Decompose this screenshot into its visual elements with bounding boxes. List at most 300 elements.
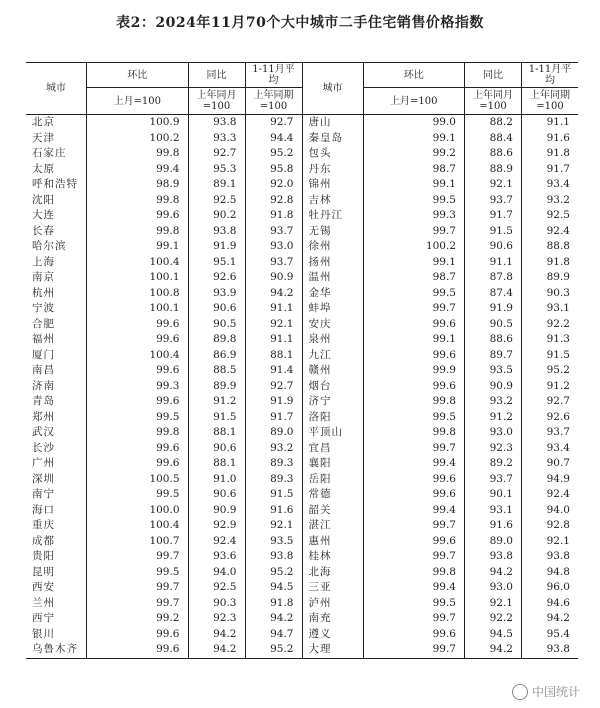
cell-city-right: 无锡 xyxy=(302,224,363,240)
cell-mom-right: 99.6 xyxy=(363,348,465,364)
cell-yoy-left: 88.5 xyxy=(188,363,245,379)
cell-mom-right: 99.0 xyxy=(363,115,465,131)
avg-sub-right: 上年同期=100 xyxy=(522,88,579,115)
cell-mom-left: 99.7 xyxy=(87,596,189,612)
cell-yoy-left: 90.3 xyxy=(188,596,245,612)
cell-city-right: 蚌埠 xyxy=(302,301,363,317)
cell-city-left: 南京 xyxy=(26,270,87,286)
cell-mom-left: 100.0 xyxy=(87,503,189,519)
table-row xyxy=(26,146,578,162)
cell-avg-left: 92.1 xyxy=(245,317,302,333)
cell-mom-left: 100.1 xyxy=(87,301,189,317)
cell-mom-right: 99.6 xyxy=(363,534,465,550)
cell-city-left: 济南 xyxy=(26,379,87,395)
cell-city-right: 三亚 xyxy=(302,580,363,596)
cell-mom-right: 99.1 xyxy=(363,255,465,271)
cell-city-left: 宁波 xyxy=(26,301,87,317)
table-row xyxy=(26,270,578,286)
cell-city-right: 常德 xyxy=(302,487,363,503)
cell-avg-left: 93.2 xyxy=(245,441,302,457)
cell-mom-right: 99.7 xyxy=(363,224,465,240)
cell-yoy-right: 90.6 xyxy=(465,239,522,255)
cell-avg-right: 93.1 xyxy=(546,302,570,314)
cell-avg-left: 95.2 xyxy=(245,565,302,581)
table-row xyxy=(26,425,578,441)
cell-yoy-left: 89.8 xyxy=(188,332,245,348)
cell-yoy-left: 93.8 xyxy=(188,115,245,131)
cell-yoy-left: 94.0 xyxy=(188,565,245,581)
cell-yoy-left: 90.6 xyxy=(188,487,245,503)
cell-yoy-right: 93.0 xyxy=(465,425,522,441)
cell-avg-left: 91.5 xyxy=(245,487,302,503)
yoy-header-right: 同比 xyxy=(465,63,522,88)
cell-mom-right: 99.4 xyxy=(363,503,465,519)
cell-yoy-right: 91.1 xyxy=(465,255,522,271)
cell-city-right: 锦州 xyxy=(302,177,363,193)
cell-avg-left: 93.7 xyxy=(245,224,302,240)
cell-yoy-left: 89.9 xyxy=(188,379,245,395)
cell-avg-right: 93.8 xyxy=(522,642,579,658)
cell-avg-right: 92.1 xyxy=(546,534,570,547)
cell-yoy-right: 93.8 xyxy=(465,549,522,565)
cell-city-left: 南昌 xyxy=(26,363,87,379)
cell-yoy-right: 87.8 xyxy=(465,270,522,286)
cell-city-left: 长春 xyxy=(26,224,87,240)
cell-yoy-right: 91.2 xyxy=(465,410,522,426)
cell-mom-right: 99.7 xyxy=(363,518,465,534)
cell-avg-right: 89.9 xyxy=(546,271,570,283)
cell-avg-left: 91.8 xyxy=(245,208,302,224)
cell-yoy-right: 89.0 xyxy=(465,534,522,550)
cell-city-left: 兰州 xyxy=(26,596,87,612)
cell-yoy-right: 92.1 xyxy=(465,596,522,612)
cell-yoy-right: 93.2 xyxy=(465,394,522,410)
cell-avg-left: 91.9 xyxy=(245,394,302,410)
cell-city-left: 大连 xyxy=(26,208,87,224)
cell-avg-right: 93.7 xyxy=(546,426,570,438)
table-row xyxy=(26,549,578,565)
cell-city-left: 郑州 xyxy=(26,410,87,426)
cell-avg-left: 92.0 xyxy=(245,177,302,193)
cell-city-right: 洛阳 xyxy=(302,410,363,426)
cell-avg-left: 92.1 xyxy=(245,518,302,534)
cell-yoy-left: 92.3 xyxy=(188,611,245,627)
cell-city-left: 武汉 xyxy=(26,425,87,441)
cell-yoy-left: 93.8 xyxy=(188,224,245,240)
cell-avg-left: 95.2 xyxy=(245,642,302,658)
cell-city-right: 徐州 xyxy=(302,239,363,255)
cell-avg-left: 91.4 xyxy=(245,363,302,379)
cell-mom-left: 100.4 xyxy=(87,518,189,534)
watermark-text: 中国统计 xyxy=(531,685,580,699)
cell-city-right: 九江 xyxy=(302,348,363,364)
table-row xyxy=(26,456,578,472)
cell-city-right: 大理 xyxy=(302,642,363,658)
city-header-right: 城市 xyxy=(302,63,363,115)
cell-avg-right: 88.8 xyxy=(546,240,570,252)
table-row xyxy=(26,441,578,457)
cell-city-left: 太原 xyxy=(26,162,87,178)
cell-city-right: 烟台 xyxy=(302,379,363,395)
cell-mom-right: 99.1 xyxy=(363,332,465,348)
table-row xyxy=(26,379,578,395)
cell-mom-left: 99.1 xyxy=(87,239,189,255)
cell-avg-right: 91.6 xyxy=(546,131,570,144)
cell-mom-left: 99.6 xyxy=(87,317,189,333)
cell-mom-right: 99.6 xyxy=(363,627,465,643)
cell-city-right: 唐山 xyxy=(302,115,363,131)
cell-yoy-right: 92.2 xyxy=(465,611,522,627)
cell-avg-right: 96.0 xyxy=(546,581,570,593)
cell-city-right: 牡丹江 xyxy=(302,208,363,224)
cell-mom-left: 99.5 xyxy=(87,410,189,426)
cell-yoy-left: 86.9 xyxy=(188,348,245,364)
table-row xyxy=(26,487,578,503)
yoy-header-left: 同比 xyxy=(188,63,245,88)
cell-avg-left: 94.2 xyxy=(245,611,302,627)
cell-mom-right: 99.6 xyxy=(363,317,465,333)
cell-avg-left: 93.7 xyxy=(245,255,302,271)
table-row xyxy=(26,410,578,426)
cell-yoy-left: 90.6 xyxy=(188,301,245,317)
cell-yoy-right: 93.7 xyxy=(465,193,522,209)
table-row xyxy=(26,162,578,178)
cell-yoy-left: 93.3 xyxy=(188,131,245,147)
cell-avg-right: 92.2 xyxy=(546,317,570,330)
cell-city-right: 金华 xyxy=(302,286,363,302)
cell-city-left: 福州 xyxy=(26,332,87,348)
cell-mom-right: 99.7 xyxy=(363,301,465,317)
cell-mom-right: 98.7 xyxy=(363,162,465,178)
cell-yoy-right: 90.1 xyxy=(465,487,522,503)
table-row xyxy=(26,627,578,643)
cell-yoy-left: 94.2 xyxy=(188,642,245,658)
cell-city-right: 遵义 xyxy=(302,627,363,643)
cell-avg-right: 91.1 xyxy=(546,116,570,128)
cell-yoy-right: 91.5 xyxy=(465,224,522,240)
cell-yoy-right: 94.5 xyxy=(465,627,522,643)
price-index-table xyxy=(26,62,578,659)
cell-avg-right: 93.2 xyxy=(546,193,570,206)
table-row xyxy=(26,580,578,596)
cell-mom-left: 99.8 xyxy=(87,224,189,240)
cell-avg-left: 92.7 xyxy=(245,379,302,395)
cell-avg-left: 93.8 xyxy=(245,549,302,565)
mom-sub-right: 上月=100 xyxy=(363,88,465,115)
cell-yoy-left: 92.5 xyxy=(188,193,245,209)
cell-city-left: 杭州 xyxy=(26,286,87,302)
cell-avg-right: 95.2 xyxy=(546,364,570,376)
table-row xyxy=(26,518,578,534)
table-row xyxy=(26,394,578,410)
cell-mom-right: 99.8 xyxy=(363,425,465,441)
table-row xyxy=(26,332,578,348)
cell-mom-left: 99.5 xyxy=(87,565,189,581)
cell-mom-left: 99.2 xyxy=(87,611,189,627)
cell-yoy-left: 92.5 xyxy=(188,580,245,596)
cell-mom-right: 99.7 xyxy=(363,549,465,565)
cell-avg-left: 94.5 xyxy=(245,580,302,596)
cell-city-right: 安庆 xyxy=(302,317,363,333)
cell-city-left: 海口 xyxy=(26,503,87,519)
cell-yoy-left: 95.1 xyxy=(188,255,245,271)
cell-city-left: 西安 xyxy=(26,580,87,596)
cell-yoy-left: 92.6 xyxy=(188,270,245,286)
table-title: 表2：2024年11月70个大中城市二手住宅销售价格指数 xyxy=(116,15,484,31)
cell-mom-left: 99.6 xyxy=(87,332,189,348)
cell-city-left: 石家庄 xyxy=(26,146,87,162)
cell-yoy-left: 90.5 xyxy=(188,317,245,333)
cell-yoy-left: 91.9 xyxy=(188,239,245,255)
cell-mom-left: 100.2 xyxy=(87,131,189,147)
mom-sub-left: 上月=100 xyxy=(87,88,189,115)
cell-mom-left: 99.3 xyxy=(87,379,189,395)
cell-yoy-right: 94.2 xyxy=(465,642,522,658)
cell-city-left: 沈阳 xyxy=(26,193,87,209)
cell-city-right: 桂林 xyxy=(302,549,363,565)
cell-mom-right: 99.6 xyxy=(363,472,465,488)
cell-mom-right: 99.3 xyxy=(363,208,465,224)
city-header-left: 城市 xyxy=(26,63,87,115)
cell-city-right: 北海 xyxy=(302,565,363,581)
cell-avg-right: 94.8 xyxy=(546,565,570,578)
cell-city-left: 天津 xyxy=(26,131,87,147)
cell-mom-left: 100.4 xyxy=(87,348,189,364)
cell-avg-right: 91.7 xyxy=(546,162,570,175)
cell-avg-left: 90.9 xyxy=(245,270,302,286)
cell-city-left: 深圳 xyxy=(26,472,87,488)
table-row xyxy=(26,224,578,240)
cell-avg-right: 95.4 xyxy=(546,627,570,640)
cell-avg-right: 92.4 xyxy=(546,224,570,237)
cell-mom-right: 99.8 xyxy=(363,565,465,581)
cell-yoy-right: 93.1 xyxy=(465,503,522,519)
cell-avg-right: 91.3 xyxy=(546,333,570,345)
cell-mom-left: 100.1 xyxy=(87,270,189,286)
cell-avg-left: 92.7 xyxy=(245,115,302,131)
cell-city-right: 岳阳 xyxy=(302,472,363,488)
cell-avg-right: 94.9 xyxy=(546,472,570,485)
cell-yoy-right: 94.2 xyxy=(465,565,522,581)
table-row xyxy=(26,348,578,364)
table-row xyxy=(26,534,578,550)
cell-yoy-left: 92.4 xyxy=(188,534,245,550)
cell-mom-left: 99.6 xyxy=(87,627,189,643)
cell-avg-right: 93.4 xyxy=(546,441,570,454)
cell-yoy-right: 92.1 xyxy=(465,177,522,193)
cell-yoy-right: 89.2 xyxy=(465,456,522,472)
cell-avg-left: 91.1 xyxy=(245,301,302,317)
cell-avg-right: 94.6 xyxy=(546,596,570,609)
cell-mom-right: 99.1 xyxy=(363,177,465,193)
cell-avg-left: 94.2 xyxy=(245,286,302,302)
cell-city-right: 赣州 xyxy=(302,363,363,379)
cell-mom-left: 99.8 xyxy=(87,193,189,209)
cell-city-right: 泸州 xyxy=(302,596,363,612)
cell-city-left: 成都 xyxy=(26,534,87,550)
cell-yoy-right: 87.4 xyxy=(465,286,522,302)
cell-city-right: 湛江 xyxy=(302,518,363,534)
cell-yoy-right: 91.7 xyxy=(465,208,522,224)
cell-city-right: 秦皇岛 xyxy=(302,131,363,147)
cell-avg-right: 94.2 xyxy=(546,612,570,624)
cell-mom-left: 99.7 xyxy=(87,580,189,596)
cell-avg-right: 91.2 xyxy=(546,379,570,392)
table-row xyxy=(26,193,578,209)
cell-avg-right: 92.7 xyxy=(546,395,570,407)
avg-header-left: 1-11月平均 xyxy=(245,63,302,88)
cell-avg-right: 92.8 xyxy=(546,519,570,531)
cell-mom-left: 99.7 xyxy=(87,549,189,565)
avg-header-right: 1-11月平均 xyxy=(522,63,579,88)
cell-yoy-left: 88.1 xyxy=(188,456,245,472)
cell-mom-right: 99.5 xyxy=(363,410,465,426)
mom-header-left: 环比 xyxy=(87,63,189,88)
cell-mom-right: 99.7 xyxy=(363,642,465,658)
cell-city-left: 上海 xyxy=(26,255,87,271)
avg-sub-left: 上年同期=100 xyxy=(245,88,302,115)
cell-mom-right: 99.7 xyxy=(363,441,465,457)
table-row xyxy=(26,565,578,581)
cell-yoy-left: 92.9 xyxy=(188,518,245,534)
cell-avg-left: 88.1 xyxy=(245,348,302,364)
cell-city-left: 合肥 xyxy=(26,317,87,333)
cell-mom-right: 99.5 xyxy=(363,286,465,302)
cell-mom-left: 99.6 xyxy=(87,363,189,379)
cell-avg-right: 93.4 xyxy=(546,178,570,190)
cell-avg-right: 90.7 xyxy=(546,457,570,469)
cell-mom-left: 99.6 xyxy=(87,394,189,410)
cell-avg-right: 90.3 xyxy=(546,286,570,299)
cell-mom-right: 99.5 xyxy=(363,193,465,209)
table-row xyxy=(26,301,578,317)
cell-yoy-right: 91.6 xyxy=(465,518,522,534)
cell-city-left: 贵阳 xyxy=(26,549,87,565)
cell-yoy-left: 91.2 xyxy=(188,394,245,410)
cell-avg-left: 93.5 xyxy=(245,534,302,550)
cell-avg-right: 94.0 xyxy=(546,503,570,516)
cell-mom-right: 100.2 xyxy=(363,239,465,255)
cell-city-right: 吉林 xyxy=(302,193,363,209)
cell-city-left: 广州 xyxy=(26,456,87,472)
cell-avg-left: 89.3 xyxy=(245,472,302,488)
cell-yoy-right: 92.3 xyxy=(465,441,522,457)
cell-mom-left: 99.6 xyxy=(87,208,189,224)
cell-city-right: 襄阳 xyxy=(302,456,363,472)
table-row xyxy=(26,611,578,627)
cell-city-left: 厦门 xyxy=(26,348,87,364)
cell-yoy-right: 88.6 xyxy=(465,146,522,162)
cell-avg-left: 95.8 xyxy=(245,162,302,178)
cell-city-right: 温州 xyxy=(302,270,363,286)
cell-city-right: 济宁 xyxy=(302,394,363,410)
cell-city-left: 南宁 xyxy=(26,487,87,503)
cell-city-right: 韶关 xyxy=(302,503,363,519)
cell-mom-right: 98.7 xyxy=(363,270,465,286)
cell-avg-left: 94.4 xyxy=(245,131,302,147)
cell-mom-left: 98.9 xyxy=(87,177,189,193)
cell-avg-right: 92.5 xyxy=(546,209,570,221)
cell-avg-right: 91.8 xyxy=(546,255,570,268)
table-row xyxy=(26,239,578,255)
cell-avg-left: 91.8 xyxy=(245,596,302,612)
cell-mom-right: 99.7 xyxy=(363,611,465,627)
cell-mom-right: 99.6 xyxy=(363,487,465,503)
yoy-sub-right: 上年同月=100 xyxy=(465,88,522,115)
cell-avg-left: 91.7 xyxy=(245,410,302,426)
cell-yoy-right: 88.2 xyxy=(465,115,522,131)
watermark xyxy=(512,683,580,700)
cell-avg-right: 92.6 xyxy=(546,410,570,423)
cell-mom-left: 99.4 xyxy=(87,162,189,178)
table-row xyxy=(26,115,578,131)
cell-mom-left: 100.5 xyxy=(87,472,189,488)
cell-yoy-left: 94.2 xyxy=(188,627,245,643)
cell-avg-left: 91.6 xyxy=(245,503,302,519)
cell-yoy-left: 90.9 xyxy=(188,503,245,519)
cell-yoy-right: 93.7 xyxy=(465,472,522,488)
table-row xyxy=(26,286,578,302)
table-row xyxy=(26,642,578,658)
cell-mom-left: 99.6 xyxy=(87,642,189,658)
cell-mom-right: 99.8 xyxy=(363,394,465,410)
cell-yoy-left: 91.0 xyxy=(188,472,245,488)
cell-yoy-right: 93.5 xyxy=(465,363,522,379)
cell-avg-left: 89.3 xyxy=(245,456,302,472)
table-row xyxy=(26,596,578,612)
cell-city-left: 长沙 xyxy=(26,441,87,457)
cell-yoy-right: 90.5 xyxy=(465,317,522,333)
mom-header-right: 环比 xyxy=(363,63,465,88)
cell-city-left: 哈尔滨 xyxy=(26,239,87,255)
cell-avg-left: 95.2 xyxy=(245,146,302,162)
cell-avg-left: 92.8 xyxy=(245,193,302,209)
cell-mom-right: 99.4 xyxy=(363,580,465,596)
cell-yoy-right: 88.6 xyxy=(465,332,522,348)
cell-city-left: 银川 xyxy=(26,627,87,643)
cell-avg-right: 91.8 xyxy=(546,147,570,159)
cell-city-left: 西宁 xyxy=(26,611,87,627)
cell-yoy-right: 90.9 xyxy=(465,379,522,395)
cell-city-left: 重庆 xyxy=(26,518,87,534)
cell-city-right: 宜昌 xyxy=(302,441,363,457)
cell-yoy-left: 93.6 xyxy=(188,549,245,565)
cell-yoy-left: 93.9 xyxy=(188,286,245,302)
cell-avg-left: 93.0 xyxy=(245,239,302,255)
cell-city-right: 泉州 xyxy=(302,332,363,348)
cell-mom-right: 99.4 xyxy=(363,456,465,472)
cell-mom-left: 99.8 xyxy=(87,146,189,162)
cell-yoy-left: 91.5 xyxy=(188,410,245,426)
cell-mom-left: 99.8 xyxy=(87,425,189,441)
cell-city-left: 昆明 xyxy=(26,565,87,581)
cell-city-right: 包头 xyxy=(302,146,363,162)
cell-yoy-right: 91.9 xyxy=(465,301,522,317)
table-row xyxy=(26,131,578,147)
table-row xyxy=(26,177,578,193)
cell-avg-right: 92.4 xyxy=(546,488,570,500)
cell-city-right: 惠州 xyxy=(302,534,363,550)
table-row xyxy=(26,317,578,333)
cell-city-right: 南充 xyxy=(302,611,363,627)
cell-yoy-left: 90.6 xyxy=(188,441,245,457)
cell-yoy-right: 89.7 xyxy=(465,348,522,364)
cell-yoy-right: 88.4 xyxy=(465,131,522,147)
cell-city-left: 北京 xyxy=(26,115,87,131)
cell-avg-right: 93.8 xyxy=(546,550,570,562)
cell-mom-right: 99.2 xyxy=(363,146,465,162)
cell-mom-left: 100.8 xyxy=(87,286,189,302)
